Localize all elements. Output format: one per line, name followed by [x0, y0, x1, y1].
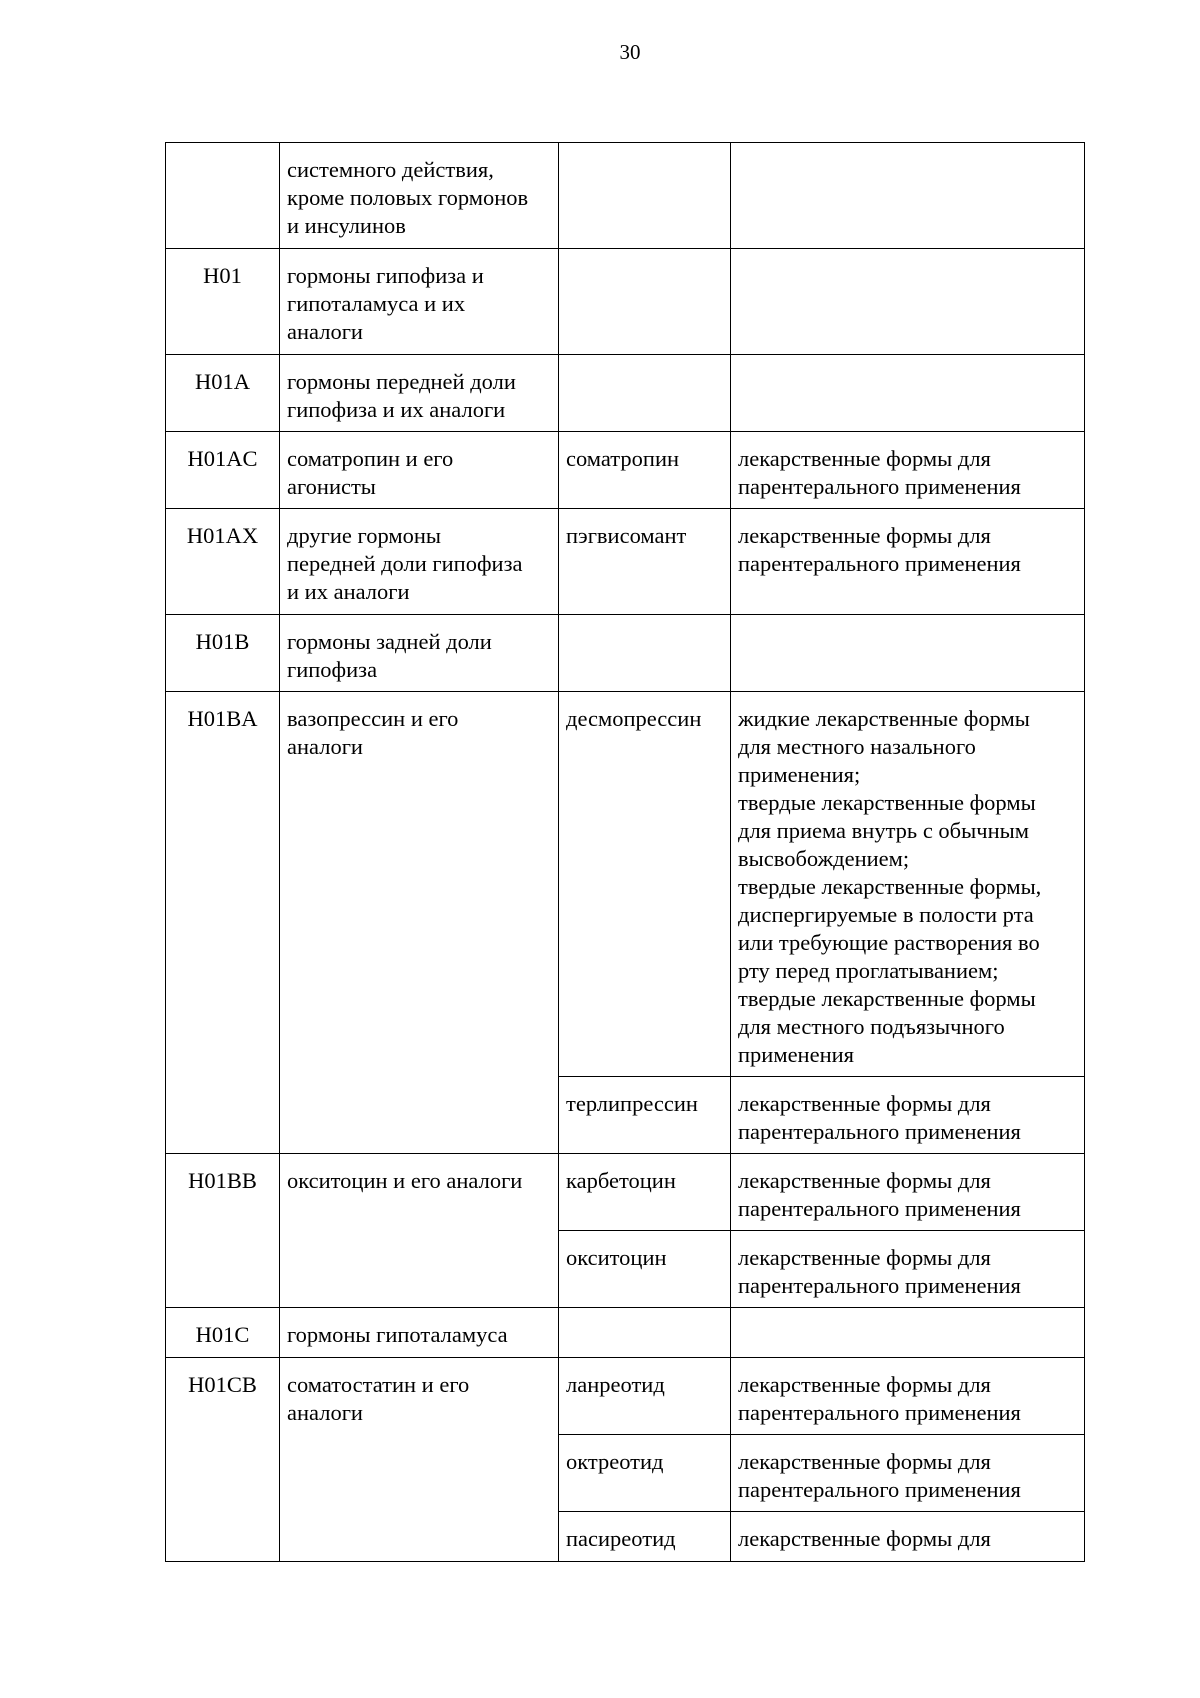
dosage-form-cell: лекарственные формы для парентерального применения	[731, 1077, 1085, 1154]
medication-table	[165, 142, 1085, 1562]
drug-cell	[559, 355, 731, 432]
group-cell: системного действия, кроме половых гормонов и инсулинов	[280, 143, 559, 249]
atc-code-cell: H01A	[166, 355, 280, 432]
dosage-form-cell: лекарственные формы для	[731, 1512, 1085, 1562]
table-row	[166, 1308, 1085, 1358]
atc-code-cell: H01AC	[166, 432, 280, 509]
drug-cell: ланреотид	[559, 1358, 731, 1435]
drug-cell	[559, 143, 731, 249]
drug-cell: окситоцин	[559, 1231, 731, 1308]
group-cell: гормоны гипофиза и гипоталамуса и их аналоги	[280, 249, 559, 355]
drug-cell: карбетоцин	[559, 1154, 731, 1231]
dosage-form-cell: лекарственные формы для парентерального применения	[731, 1154, 1085, 1231]
table-row	[166, 615, 1085, 692]
dosage-form-cell	[731, 355, 1085, 432]
table-row	[166, 143, 1085, 249]
table-row	[166, 692, 1085, 1077]
dosage-form-cell: лекарственные формы для парентерального применения	[731, 1358, 1085, 1435]
drug-cell: пэгвисомант	[559, 509, 731, 615]
dosage-form-cell	[731, 249, 1085, 355]
dosage-form-cell: лекарственные формы для парентерального применения	[731, 1231, 1085, 1308]
table-row	[166, 432, 1085, 509]
dosage-form-cell: лекарственные формы для парентерального применения	[731, 432, 1085, 509]
group-cell: другие гормоны передней доли гипофиза и их аналоги	[280, 509, 559, 615]
dosage-form-cell: жидкие лекарственные формы для местного назального применения; твердые лекарственные формы для приема внутрь с обычным высвобождением; твердые лекарственные формы, диспергируемые в полости рта или требующие растворения во рту перед проглатыванием; твердые лекарственные формы для местного подъязычного применения	[731, 692, 1085, 1077]
table-row	[166, 1154, 1085, 1231]
atc-code-cell: H01BA	[166, 692, 280, 1154]
group-cell: гормоны задней доли гипофиза	[280, 615, 559, 692]
group-cell: окситоцин и его аналоги	[280, 1154, 559, 1308]
atc-code-cell: H01C	[166, 1308, 280, 1358]
drug-cell: пасиреотид	[559, 1512, 731, 1562]
table-row	[166, 249, 1085, 355]
drug-cell	[559, 1308, 731, 1358]
drug-cell	[559, 615, 731, 692]
drug-cell	[559, 249, 731, 355]
atc-code-cell: H01BB	[166, 1154, 280, 1308]
group-cell: гормоны передней доли гипофиза и их аналоги	[280, 355, 559, 432]
dosage-form-cell: лекарственные формы для парентерального применения	[731, 509, 1085, 615]
atc-code-cell: H01AX	[166, 509, 280, 615]
dosage-form-cell	[731, 1308, 1085, 1358]
page-number: 30	[619, 40, 641, 64]
atc-code-cell: H01	[166, 249, 280, 355]
table-row	[166, 355, 1085, 432]
dosage-form-cell	[731, 615, 1085, 692]
drug-cell: соматропин	[559, 432, 731, 509]
table-row	[166, 509, 1085, 615]
group-cell: соматропин и его агонисты	[280, 432, 559, 509]
drug-cell: октреотид	[559, 1435, 731, 1512]
atc-code-cell: H01CB	[166, 1358, 280, 1562]
group-cell: соматостатин и его аналоги	[280, 1358, 559, 1562]
group-cell: гормоны гипоталамуса	[280, 1308, 559, 1358]
table-row	[166, 1358, 1085, 1435]
drug-cell: терлипрессин	[559, 1077, 731, 1154]
atc-code-cell	[166, 143, 280, 249]
dosage-form-cell	[731, 143, 1085, 249]
dosage-form-cell: лекарственные формы для парентерального применения	[731, 1435, 1085, 1512]
drug-cell: десмопрессин	[559, 692, 731, 1077]
group-cell: вазопрессин и его аналоги	[280, 692, 559, 1154]
atc-code-cell: H01B	[166, 615, 280, 692]
